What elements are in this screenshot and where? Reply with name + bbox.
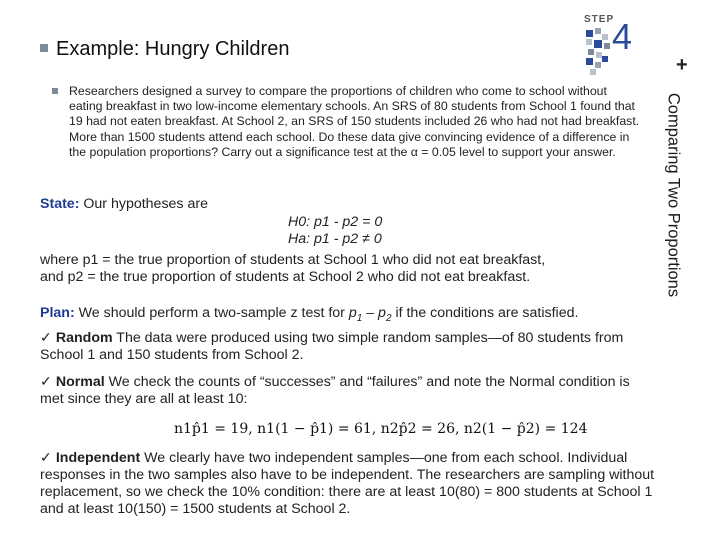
slide-title-text: Example: Hungry Children: [56, 38, 290, 60]
step-label: STEP: [584, 14, 615, 25]
logo-square: [595, 62, 601, 68]
logo-square: [604, 43, 610, 49]
intro-text: Researchers designed a survey to compare the proportions of children who come to school without eating breakfast in two low-income elementary schools. An SRS of 80 students from School 1 found that 19 had not eaten breakfast. At School 2, an SRS of 150 students included 26 who had not had breakfast. More than 1500 students attend each school. Do these data give convincing evidence of a difference in the population proportions? Carry out a significance test at the α = 0.05 level to support your answer.: [69, 84, 640, 159]
check-icon: ✓: [40, 374, 52, 390]
plus-icon: +: [676, 54, 688, 76]
plan-text-b: if the conditions are satisfied.: [391, 305, 579, 321]
independent-condition: [40, 450, 665, 518]
check-icon: ✓: [40, 330, 52, 346]
normal-label: Normal: [55, 374, 105, 390]
plan-line: [40, 305, 660, 327]
bullet-icon: [52, 88, 58, 94]
state-text: Our hypotheses are: [79, 196, 208, 212]
logo-square: [586, 30, 593, 37]
independent-text: We clearly have two independent samples—one from each school. Individual responses in the two samples also have to be independent. The researchers are sampling without replacement, so we check the 10% condition: there are at least 10(80) = 800 students at School 1 and at least 10(150) = 1500 students at School 2.: [40, 450, 655, 517]
random-label: Random: [55, 330, 113, 346]
where-line-1: where p1 = the true proportion of students at School 1 who did not eat breakfast,: [40, 252, 546, 268]
bullet-icon: [40, 44, 48, 52]
logo-square: [602, 34, 608, 40]
logo-square: [586, 58, 593, 65]
normal-formula: n1p̂1 = 19, n1(1 − p̂1) = 61, n2p̂2 = 26, n2(1 − p̂2) = 124: [174, 421, 588, 437]
where-line-2: and p2 = the true proportion of students at School 2 who did not eat breakfast.: [40, 269, 531, 285]
logo-square: [590, 69, 596, 75]
step-number: 4: [612, 16, 633, 57]
null-hypothesis: H0: p1 - p2 = 0: [288, 214, 383, 230]
independent-label: Independent: [55, 450, 141, 466]
check-icon: ✓: [40, 450, 52, 466]
plan-text-a: We should perform a two-sample z test for: [74, 305, 349, 321]
normal-condition: [40, 374, 640, 408]
logo-square: [588, 49, 594, 55]
normal-text: We check the counts of “successes” and “failures” and note the Normal condition is met since they are all at least 10:: [40, 374, 630, 407]
state-line: [40, 196, 660, 213]
logo-square: [594, 40, 602, 48]
intro-paragraph: [52, 84, 642, 160]
slide-title: [40, 38, 289, 61]
sidebar-title-text: Comparing Two Proportions: [664, 92, 683, 298]
step-4-logo: [582, 12, 642, 82]
logo-square: [586, 39, 592, 45]
state-label: State:: [40, 196, 80, 212]
random-condition: [40, 330, 665, 364]
logo-square: [596, 52, 602, 58]
logo-square: [595, 28, 601, 34]
alt-hypothesis: Ha: p1 - p2 ≠ 0: [288, 231, 382, 247]
logo-square: [602, 56, 608, 62]
random-text: The data were produced using two simple random samples—of 80 students from School 1 and 150 students from School 2.: [40, 330, 624, 363]
plan-parameter: $p_1 - p_2$: [348, 305, 392, 324]
sidebar-title: [655, 60, 691, 330]
plan-label: Plan:: [40, 305, 75, 321]
